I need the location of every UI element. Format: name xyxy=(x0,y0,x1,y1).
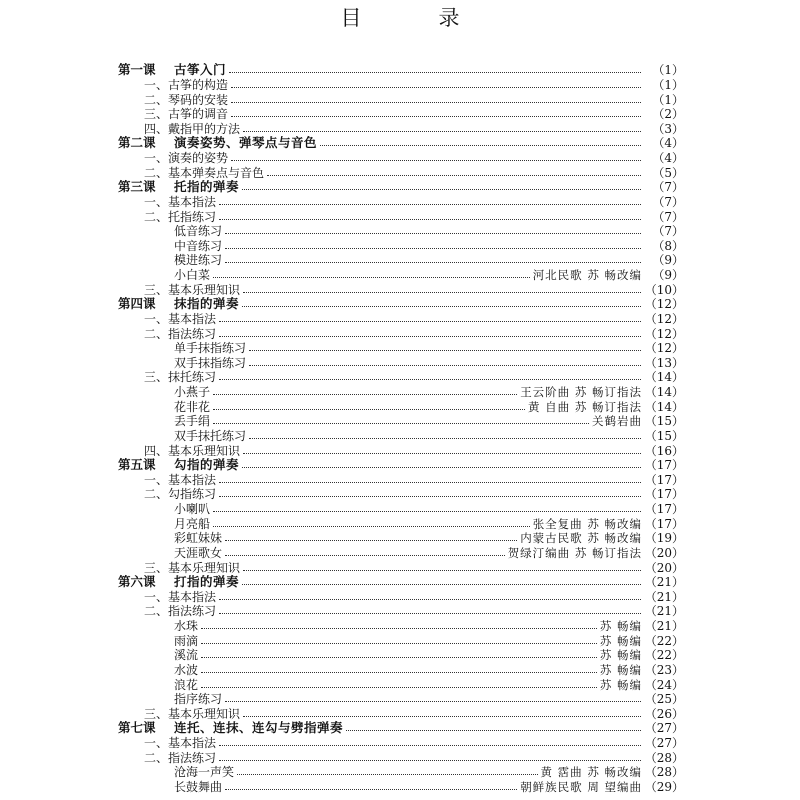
toc-entry-title: 月亮船 xyxy=(174,516,211,531)
page-number: （22） xyxy=(644,648,684,663)
lesson-number: 第一课 xyxy=(118,62,156,78)
toc-entry-title: 二、琴码的安装 xyxy=(144,92,229,107)
toc-entry-row xyxy=(118,414,684,429)
toc-entry-title: 双手抹托练习 xyxy=(174,428,247,443)
toc-chapter-row xyxy=(118,180,684,195)
toc-entry-title: 二、指法练习 xyxy=(144,326,217,341)
dot-leader xyxy=(219,203,641,205)
page-number: （22） xyxy=(644,633,684,648)
dot-leader xyxy=(201,627,597,629)
dot-leader xyxy=(219,378,641,380)
page-number: （9） xyxy=(652,253,684,268)
table-of-contents xyxy=(118,63,684,794)
dot-leader xyxy=(219,759,641,761)
toc-entry-row xyxy=(118,560,684,575)
toc-chapter-row xyxy=(118,63,684,78)
page-number: （1） xyxy=(652,92,684,107)
toc-entry-row xyxy=(118,209,684,224)
toc-entry-label xyxy=(118,283,240,297)
page-title: 目 录 xyxy=(340,6,488,30)
composer-credit: 黄 自曲 苏 畅订指法 xyxy=(528,399,642,414)
toc-entry-title: 一、基本指法 xyxy=(144,194,217,209)
toc-entry-label xyxy=(118,531,222,545)
page-number: （25） xyxy=(644,692,684,707)
toc-entry-row xyxy=(118,546,684,561)
page-number: （24） xyxy=(644,677,684,692)
toc-entry-row xyxy=(118,399,684,414)
toc-entry-row xyxy=(118,312,684,327)
toc-entry-label xyxy=(118,678,198,692)
toc-entry-row xyxy=(118,239,684,254)
toc-chapter-row xyxy=(118,136,684,151)
page-number: （5） xyxy=(652,165,684,180)
page-number: （15） xyxy=(644,414,684,429)
toc-entry-label xyxy=(118,561,240,575)
dot-leader xyxy=(243,569,641,571)
toc-entry-title: 一、基本指法 xyxy=(144,736,217,751)
dot-leader xyxy=(237,773,538,775)
toc-entry-title: 水珠 xyxy=(174,619,199,634)
page-number: （1） xyxy=(652,77,684,92)
toc-entry-label xyxy=(118,517,210,531)
dot-leader xyxy=(219,744,641,746)
composer-credit: 苏 畅编 xyxy=(599,619,642,634)
toc-entry-label xyxy=(118,751,216,765)
toc-entry-row xyxy=(118,268,684,283)
toc-entry-row xyxy=(118,516,684,531)
toc-entry-label xyxy=(118,400,210,414)
toc-entry-title: 花非花 xyxy=(174,399,211,414)
toc-entry-label xyxy=(118,780,222,794)
toc-entry-row xyxy=(118,473,684,488)
toc-entry-label xyxy=(118,487,216,501)
toc-entry-title: 二、托指练习 xyxy=(144,209,217,224)
page-number: （27） xyxy=(644,721,684,736)
composer-credit: 关鹤岩曲 xyxy=(592,414,642,429)
page-number: （29） xyxy=(644,779,684,794)
toc-entry-row xyxy=(118,648,684,663)
toc-entry-row xyxy=(118,531,684,546)
toc-entry-title: 一、基本指法 xyxy=(144,589,217,604)
dot-leader xyxy=(213,525,530,527)
page-number: （2） xyxy=(652,107,684,122)
toc-entry-label xyxy=(118,663,198,677)
toc-entry-row xyxy=(118,677,684,692)
lesson-number: 第三课 xyxy=(118,179,156,195)
toc-entry-title: 丢手绢 xyxy=(174,414,211,429)
toc-entry-title: 双手抹指练习 xyxy=(174,355,247,370)
toc-entry-row xyxy=(118,195,684,210)
toc-entry-label xyxy=(118,429,246,443)
toc-entry-label xyxy=(118,151,228,165)
toc-entry-title: 三、古筝的调音 xyxy=(144,107,229,122)
toc-entry-title: 长鼓舞曲 xyxy=(174,779,223,794)
toc-entry-title: 四、基本乐理知识 xyxy=(144,443,241,458)
page-number: （1） xyxy=(652,63,684,78)
toc-entry-title: 古筝入门 xyxy=(174,62,227,78)
toc-entry-label xyxy=(118,765,234,779)
toc-entry-label xyxy=(118,239,222,253)
toc-entry-row xyxy=(118,92,684,107)
toc-entry-label xyxy=(118,707,240,721)
composer-credit: 黄 霑曲 苏 畅改编 xyxy=(540,765,642,780)
toc-entry-row xyxy=(118,224,684,239)
toc-chapter-row xyxy=(118,297,684,312)
dot-leader xyxy=(229,71,641,73)
lesson-number: 第六课 xyxy=(118,574,156,590)
toc-entry-row xyxy=(118,165,684,180)
toc-entry-label xyxy=(118,619,198,633)
dot-leader xyxy=(249,364,641,366)
dot-leader xyxy=(219,320,641,322)
dot-leader xyxy=(201,642,597,644)
toc-entry-label xyxy=(118,575,239,589)
toc-entry-title: 中音练习 xyxy=(174,238,223,253)
dot-leader xyxy=(225,247,641,249)
page-number: （4） xyxy=(652,136,684,151)
toc-entry-row xyxy=(118,633,684,648)
toc-entry-row xyxy=(118,663,684,678)
toc-entry-title: 水波 xyxy=(174,662,199,677)
dot-leader xyxy=(346,729,641,731)
toc-entry-row xyxy=(118,78,684,93)
toc-entry-title: 天涯歌女 xyxy=(174,545,223,560)
toc-entry-title: 模进练习 xyxy=(174,253,223,268)
toc-entry-title: 三、基本乐理知识 xyxy=(144,282,241,297)
toc-entry-label xyxy=(118,253,222,267)
page-number: （28） xyxy=(644,750,684,765)
page-number: （17） xyxy=(644,516,684,531)
dot-leader xyxy=(219,218,641,220)
page-number: （9） xyxy=(652,268,684,283)
toc-entry-label xyxy=(118,444,240,458)
page-number: （19） xyxy=(644,531,684,546)
toc-entry-row xyxy=(118,253,684,268)
toc-entry-row xyxy=(118,356,684,371)
toc-entry-title: 指序练习 xyxy=(174,692,223,707)
toc-entry-label xyxy=(118,604,216,618)
lesson-number: 第五课 xyxy=(118,457,156,473)
dot-leader xyxy=(201,656,597,658)
toc-entry-title: 一、基本指法 xyxy=(144,311,217,326)
toc-entry-row xyxy=(118,707,684,722)
page-number: （23） xyxy=(644,662,684,677)
dot-leader xyxy=(243,715,641,717)
toc-entry-title: 三、抹托练习 xyxy=(144,370,217,385)
toc-entry-label xyxy=(118,210,216,224)
dot-leader xyxy=(201,686,597,688)
toc-entry-label xyxy=(118,590,216,604)
toc-entry-row xyxy=(118,443,684,458)
toc-entry-title: 二、指法练习 xyxy=(144,750,217,765)
toc-entry-title: 低音练习 xyxy=(174,224,223,239)
toc-entry-title: 三、基本乐理知识 xyxy=(144,560,241,575)
dot-leader xyxy=(225,788,517,790)
page-number: （14） xyxy=(644,370,684,385)
composer-credit: 朝鲜族民歌 周 望编曲 xyxy=(520,779,642,794)
page-number: （7） xyxy=(652,209,684,224)
toc-entry-label xyxy=(118,93,228,107)
page-number: （3） xyxy=(652,121,684,136)
dot-leader xyxy=(320,144,641,146)
toc-entry-row xyxy=(118,282,684,297)
page-number: （17） xyxy=(644,502,684,517)
page-number: （20） xyxy=(644,560,684,575)
toc-entry-label xyxy=(118,297,239,311)
dot-leader xyxy=(242,305,641,307)
dot-leader xyxy=(243,291,641,293)
toc-entry-title: 演奏姿势、弹琴点与音色 xyxy=(174,135,318,151)
page-number: （7） xyxy=(652,180,684,195)
composer-credit: 张全复曲 苏 畅改编 xyxy=(532,516,642,531)
composer-credit: 王云阶曲 苏 畅订指法 xyxy=(520,385,642,400)
toc-chapter-row xyxy=(118,458,684,473)
toc-chapter-row xyxy=(118,721,684,736)
dot-leader xyxy=(267,174,641,176)
page-number: （14） xyxy=(644,385,684,400)
page-number: （12） xyxy=(644,326,684,341)
lesson-number: 第七课 xyxy=(118,720,156,736)
toc-entry-title: 沧海一声笑 xyxy=(174,765,235,780)
dot-leader xyxy=(219,481,641,483)
toc-entry-title: 二、基本弹奏点与音色 xyxy=(144,165,265,180)
toc-entry-title: 打指的弹奏 xyxy=(174,574,240,590)
toc-entry-label xyxy=(118,502,210,516)
dot-leader xyxy=(231,86,641,88)
toc-entry-row xyxy=(118,619,684,634)
page-number: （21） xyxy=(644,619,684,634)
composer-credit: 苏 畅编 xyxy=(599,648,642,663)
toc-entry-row xyxy=(118,604,684,619)
dot-leader xyxy=(243,452,641,454)
page-number: （21） xyxy=(644,575,684,590)
toc-entry-label xyxy=(118,634,198,648)
page-number: （16） xyxy=(644,443,684,458)
toc-entry-label xyxy=(118,692,222,706)
toc-entry-label xyxy=(118,458,239,472)
toc-entry-label xyxy=(118,473,216,487)
dot-leader xyxy=(213,393,517,395)
dot-leader xyxy=(225,261,641,263)
toc-entry-title: 浪花 xyxy=(174,677,199,692)
dot-leader xyxy=(231,159,641,161)
toc-entry-title: 一、基本指法 xyxy=(144,472,217,487)
composer-credit: 河北民歌 苏 畅改编 xyxy=(532,268,642,283)
dot-leader xyxy=(219,495,641,497)
dot-leader xyxy=(242,583,641,585)
page-number: （21） xyxy=(644,604,684,619)
toc-entry-label xyxy=(118,546,222,560)
toc-entry-label xyxy=(118,721,343,735)
toc-entry-title: 溪流 xyxy=(174,648,199,663)
toc-entry-title: 单手抹指练习 xyxy=(174,341,247,356)
toc-entry-label xyxy=(118,107,228,121)
toc-entry-label xyxy=(118,136,317,150)
toc-entry-label xyxy=(118,268,210,282)
dot-leader xyxy=(225,700,641,702)
toc-entry-title: 连托、连抹、连勾与劈指弹奏 xyxy=(174,720,344,736)
dot-leader xyxy=(213,276,530,278)
toc-entry-row xyxy=(118,765,684,780)
dot-leader xyxy=(219,598,641,600)
toc-entry-row xyxy=(118,122,684,137)
dot-leader xyxy=(243,130,641,132)
dot-leader xyxy=(231,115,641,117)
dot-leader xyxy=(219,612,641,614)
toc-entry-label xyxy=(118,166,264,180)
dot-leader xyxy=(213,422,589,424)
dot-leader xyxy=(219,335,641,337)
page-number: （17） xyxy=(644,472,684,487)
dot-leader xyxy=(213,510,641,512)
dot-leader xyxy=(225,232,641,234)
toc-entry-label xyxy=(118,122,240,136)
page-number: （7） xyxy=(652,224,684,239)
toc-entry-row xyxy=(118,370,684,385)
toc-entry-row xyxy=(118,429,684,444)
toc-entry-title: 一、演奏的姿势 xyxy=(144,151,229,166)
page-number: （28） xyxy=(644,765,684,780)
composer-credit: 苏 畅编 xyxy=(599,662,642,677)
dot-leader xyxy=(249,437,641,439)
dot-leader xyxy=(225,539,517,541)
page-number: （15） xyxy=(644,428,684,443)
toc-entry-title: 托指的弹奏 xyxy=(174,179,240,195)
toc-entry-label xyxy=(118,78,228,92)
toc-entry-row xyxy=(118,502,684,517)
page-number: （12） xyxy=(644,311,684,326)
toc-entry-label xyxy=(118,414,210,428)
toc-entry-title: 四、戴指甲的方法 xyxy=(144,121,241,136)
page-number: （21） xyxy=(644,589,684,604)
composer-credit: 苏 畅编 xyxy=(599,677,642,692)
toc-entry-label xyxy=(118,341,246,355)
toc-entry-row xyxy=(118,385,684,400)
composer-credit: 苏 畅编 xyxy=(599,633,642,648)
dot-leader xyxy=(249,349,641,351)
page-number: （8） xyxy=(652,238,684,253)
toc-entry-title: 三、基本乐理知识 xyxy=(144,706,241,721)
dot-leader xyxy=(242,466,641,468)
page-number: （4） xyxy=(652,151,684,166)
composer-credit: 贺绿汀编曲 苏 畅订指法 xyxy=(507,545,642,560)
page-number: （14） xyxy=(644,399,684,414)
dot-leader xyxy=(242,188,641,190)
toc-entry-label xyxy=(118,63,226,77)
page-number: （20） xyxy=(644,545,684,560)
toc-entry-label xyxy=(118,180,239,194)
toc-entry-row xyxy=(118,151,684,166)
composer-credit: 内蒙古民歌 苏 畅改编 xyxy=(520,531,642,546)
toc-entry-row xyxy=(118,780,684,795)
toc-entry-title: 一、古筝的构造 xyxy=(144,77,229,92)
toc-entry-row xyxy=(118,590,684,605)
toc-entry-title: 二、勾指练习 xyxy=(144,487,217,502)
toc-entry-label xyxy=(118,224,222,238)
toc-entry-title: 小喇叭 xyxy=(174,502,211,517)
toc-entry-row xyxy=(118,750,684,765)
toc-entry-title: 雨滴 xyxy=(174,633,199,648)
lesson-number: 第二课 xyxy=(118,135,156,151)
toc-entry-label xyxy=(118,648,198,662)
toc-entry-label xyxy=(118,195,216,209)
page-number: （7） xyxy=(652,194,684,209)
lesson-number: 第四课 xyxy=(118,296,156,312)
page-number: （17） xyxy=(644,458,684,473)
toc-chapter-row xyxy=(118,575,684,590)
toc-entry-title: 抹指的弹奏 xyxy=(174,296,240,312)
dot-leader xyxy=(225,554,505,556)
toc-entry-label xyxy=(118,356,246,370)
page-number: （13） xyxy=(644,355,684,370)
toc-entry-title: 小白菜 xyxy=(174,268,211,283)
toc-entry-title: 勾指的弹奏 xyxy=(174,457,240,473)
page-number: （17） xyxy=(644,487,684,502)
dot-leader xyxy=(231,101,641,103)
page-number: （12） xyxy=(644,297,684,312)
dot-leader xyxy=(213,408,525,410)
toc-entry-row xyxy=(118,341,684,356)
page-number: （27） xyxy=(644,736,684,751)
page-number: （26） xyxy=(644,706,684,721)
toc-entry-title: 彩虹妹妹 xyxy=(174,531,223,546)
toc-entry-row xyxy=(118,692,684,707)
toc-entry-row xyxy=(118,326,684,341)
toc-entry-title: 小燕子 xyxy=(174,385,211,400)
toc-entry-label xyxy=(118,736,216,750)
toc-entry-row xyxy=(118,487,684,502)
dot-leader xyxy=(201,671,597,673)
toc-entry-row xyxy=(118,107,684,122)
toc-entry-label xyxy=(118,385,210,399)
toc-entry-label xyxy=(118,370,216,384)
toc-entry-title: 二、指法练习 xyxy=(144,604,217,619)
page-number: （10） xyxy=(644,282,684,297)
toc-entry-row xyxy=(118,736,684,751)
toc-entry-label xyxy=(118,327,216,341)
page-number: （12） xyxy=(644,341,684,356)
toc-entry-label xyxy=(118,312,216,326)
